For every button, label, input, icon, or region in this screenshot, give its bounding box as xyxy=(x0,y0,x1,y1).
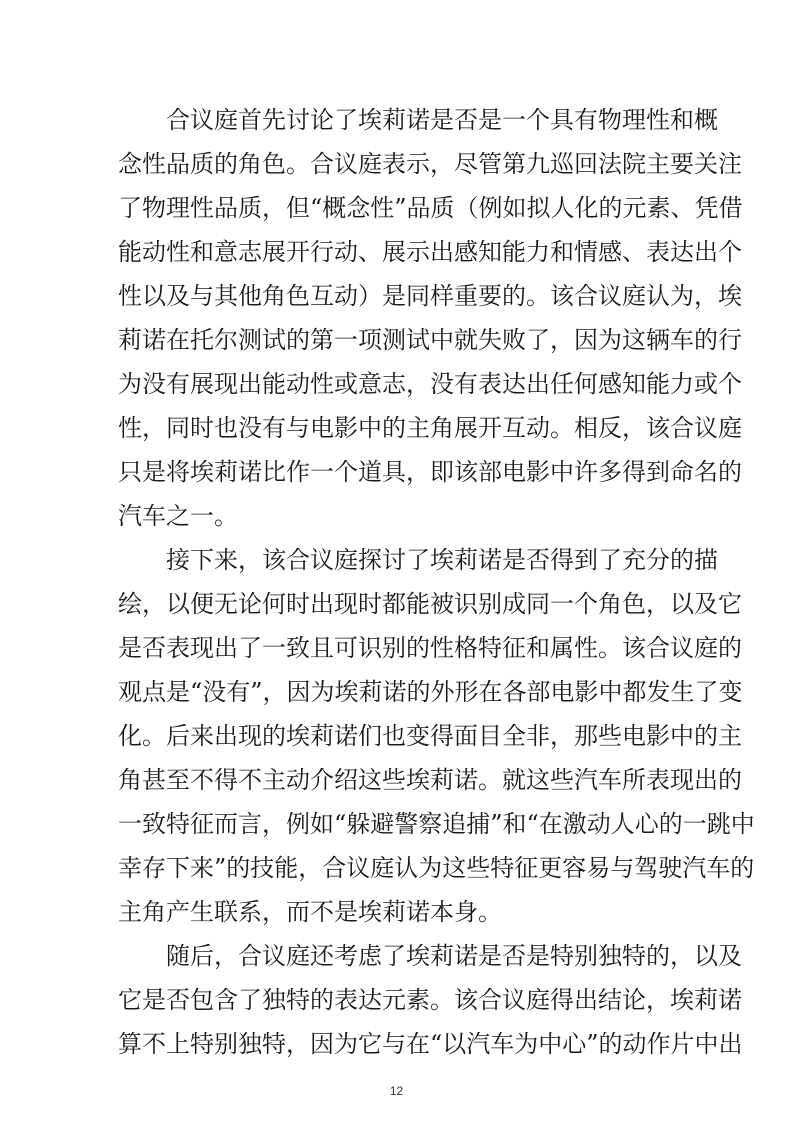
paragraph-2-line-3: 是否表现出了一致且可识别的性格特征和属性。该合议庭的 xyxy=(118,634,742,662)
page-number: 12 xyxy=(389,1084,404,1098)
paragraph-2-line-1: 接下来，该合议庭探讨了埃莉诺是否得到了充分的描 xyxy=(118,546,718,574)
paragraph-1-line-7: 为没有展现出能动性或意志，没有表达出任何感知能力或个 xyxy=(118,370,742,398)
paragraph-1-line-5: 性以及与其他角色互动）是同样重要的。该合议庭认为，埃 xyxy=(118,282,742,310)
paragraph-3-line-1: 随后，合议庭还考虑了埃莉诺是否是特别独特的，以及 xyxy=(118,942,742,970)
paragraph-2-line-6: 角甚至不得不主动介绍这些埃莉诺。就这些汽车所表现出的 xyxy=(118,766,742,794)
paragraph-1-line-1: 合议庭首先讨论了埃莉诺是否是一个具有物理性和概 xyxy=(118,106,718,134)
paragraph-2-line-5: 化。后来出现的埃莉诺们也变得面目全非，那些电影中的主 xyxy=(118,722,742,750)
paragraph-2-line-8: 幸存下来”的技能，合议庭认为这些特征更容易与驾驶汽车的 xyxy=(118,854,755,882)
paragraph-2-line-2: 绘，以便无论何时出现时都能被识别成同一个角色，以及它 xyxy=(118,590,742,618)
paragraph-1-line-3: 了物理性品质，但“概念性”品质（例如拟人化的元素、凭借 xyxy=(118,194,743,222)
paragraph-2-line-9: 主角产生联系，而不是埃莉诺本身。 xyxy=(118,898,502,926)
paragraph-3-line-3: 算不上特别独特，因为它与在“以汽车为中心”的动作片中出 xyxy=(118,1030,743,1058)
paragraph-1-line-9: 只是将埃莉诺比作一个道具，即该部电影中许多得到命名的 xyxy=(118,458,742,486)
paragraph-1-line-10: 汽车之一。 xyxy=(118,502,238,530)
paragraph-1-line-8: 性，同时也没有与电影中的主角展开互动。相反，该合议庭 xyxy=(118,414,742,442)
paragraph-1-line-6: 莉诺在托尔测试的第一项测试中就失败了，因为这辆车的行 xyxy=(118,326,742,354)
paragraph-3-line-2: 它是否包含了独特的表达元素。该合议庭得出结论，埃莉诺 xyxy=(118,986,742,1014)
paragraph-1-line-4: 能动性和意志展开行动、展示出感知能力和情感、表达出个 xyxy=(118,238,742,266)
paragraph-2-line-7: 一致特征而言，例如“躲避警察追捕”和“在激动人心的一跳中 xyxy=(118,810,755,838)
paragraph-1-line-2: 念性品质的角色。合议庭表示，尽管第九巡回法院主要关注 xyxy=(118,150,742,178)
paragraph-2-line-4: 观点是“没有”，因为埃莉诺的外形在各部电影中都发生了变 xyxy=(118,678,743,706)
